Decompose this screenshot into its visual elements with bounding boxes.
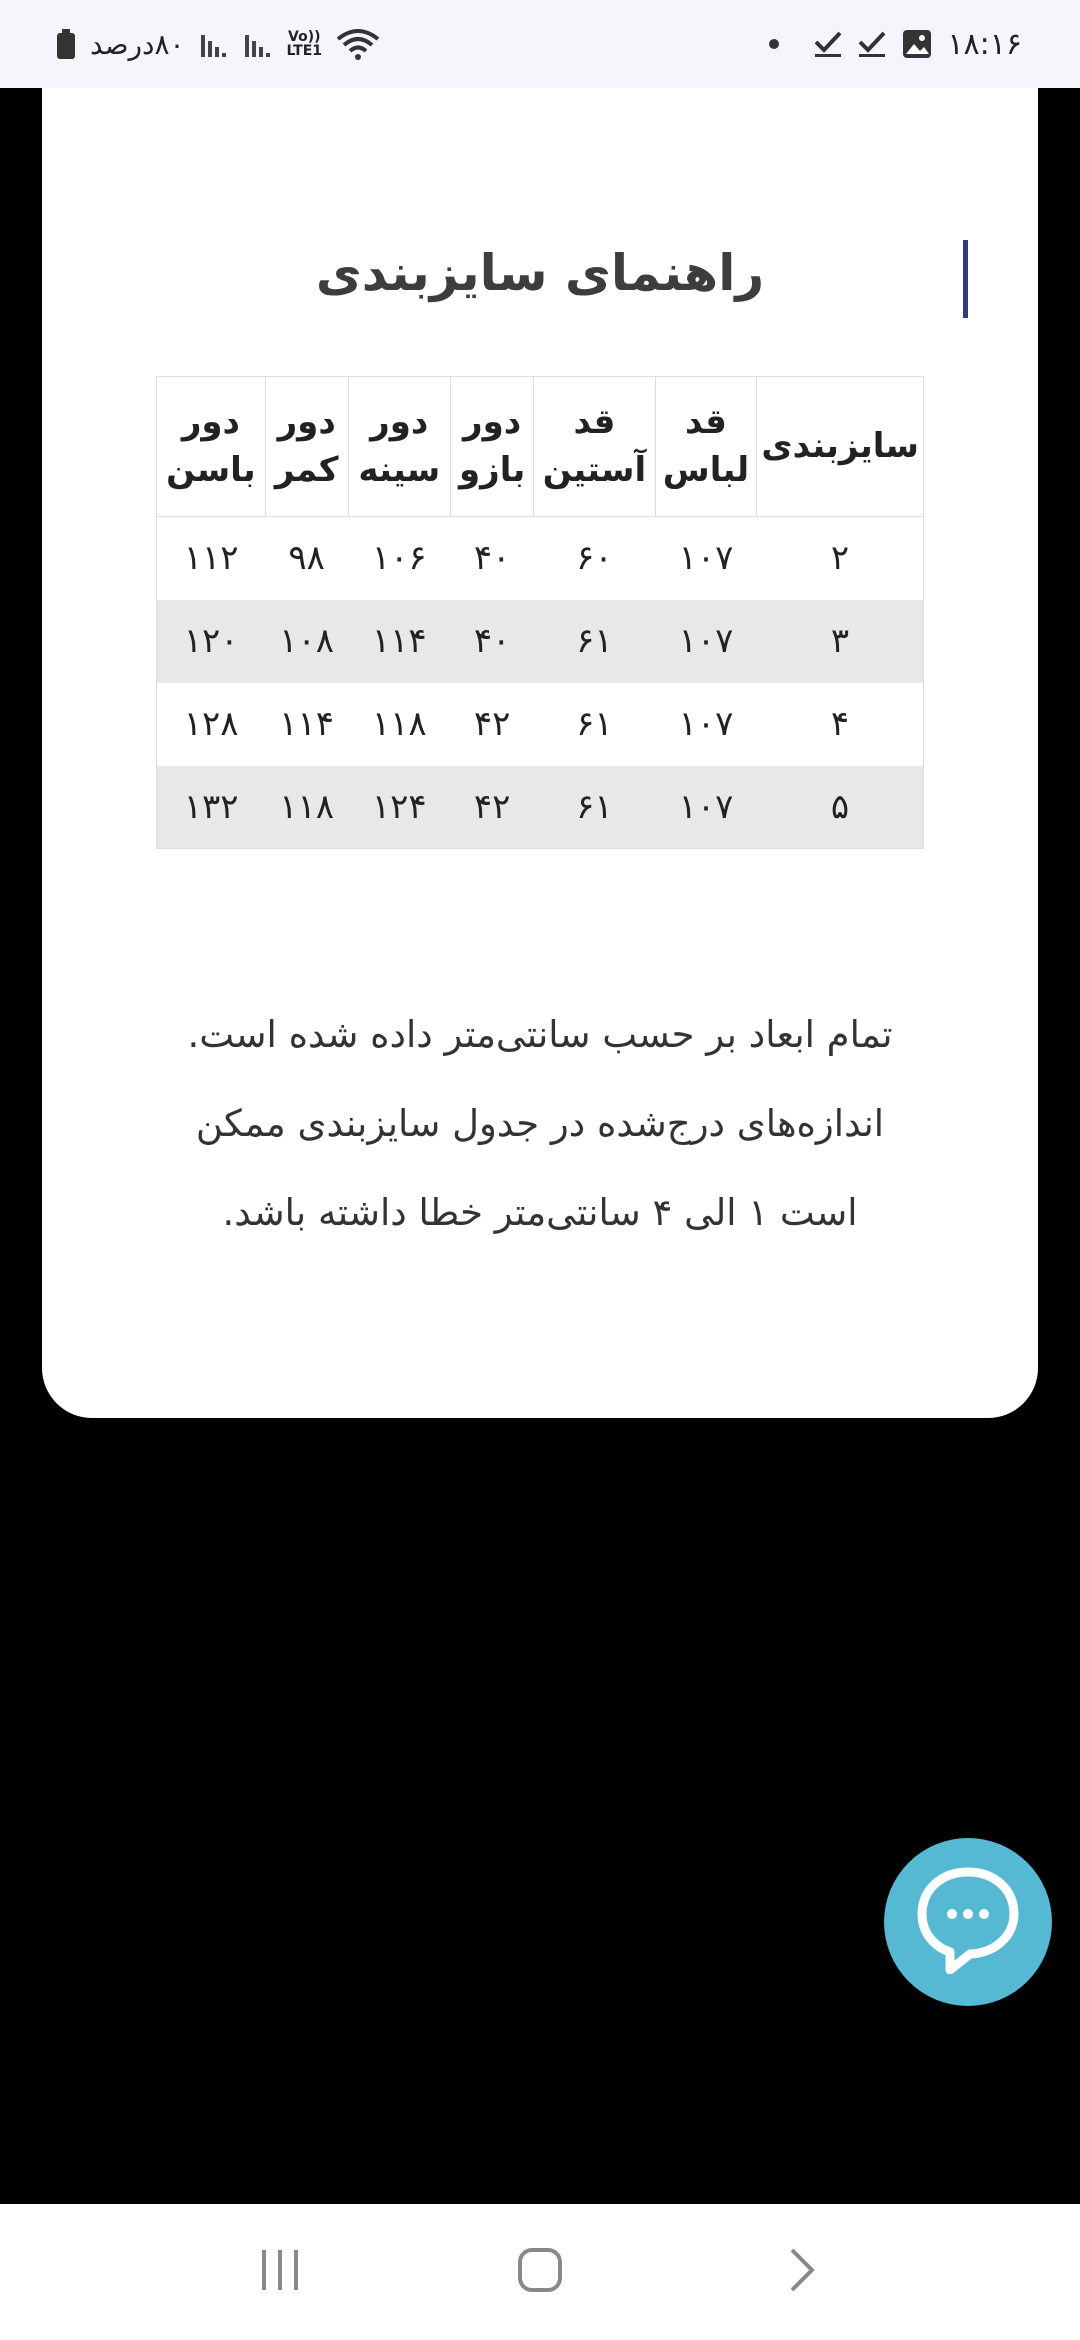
table-row [157, 766, 924, 849]
measurement-note [160, 990, 920, 1257]
table-cell: ۱۲۸ [157, 683, 266, 766]
table-cell: ۶۱ [534, 600, 655, 683]
lte-label: LTE1 [286, 43, 323, 59]
table-cell: ۱۳۲ [157, 766, 266, 849]
table-cell: ۱۰۷ [655, 766, 757, 849]
recents-icon [256, 2246, 304, 2298]
battery-icon [56, 29, 76, 59]
table-cell: ۱۰۷ [655, 600, 757, 683]
table-row [157, 600, 924, 683]
size-table [156, 376, 924, 849]
check-icon [857, 29, 887, 59]
note-line: اندازه‌های درج‌شده در جدول سایزبندی ممکن [195, 1102, 885, 1145]
table-cell: ۶۱ [534, 683, 655, 766]
table-cell: ۱۲۰ [157, 600, 266, 683]
wifi-icon [336, 27, 380, 61]
chat-button[interactable] [884, 1838, 1052, 2006]
signal-icon [243, 29, 273, 59]
table-cell: ۱۱۸ [265, 766, 348, 849]
table-cell: ۴۰ [450, 517, 533, 600]
navigation-bar [0, 2204, 1080, 2340]
table-cell: ۳ [757, 600, 924, 683]
recents-button[interactable] [240, 2232, 320, 2312]
status-bar [0, 0, 1080, 88]
table-cell: ۱۰۷ [655, 517, 757, 600]
table-header-row [157, 377, 924, 517]
header-arm: دور بازو [450, 377, 533, 517]
home-button[interactable] [500, 2232, 580, 2312]
table-cell: ۱۰۷ [655, 683, 757, 766]
volte-icon [287, 30, 322, 58]
note-line: است ۱ الی ۴ سانتی‌متر خطا داشته باشد. [222, 1191, 858, 1234]
volte-label: Vo)) [288, 29, 321, 45]
status-bar-right [769, 27, 1022, 62]
table-cell: ۱۱۸ [348, 683, 450, 766]
page-title: راهنمای سایزبندی [315, 244, 765, 302]
table-cell: ۴۲ [450, 683, 533, 766]
table-cell: ۹۸ [265, 517, 348, 600]
header-hip: دور باسن [157, 377, 266, 517]
dot-icon [769, 39, 779, 49]
table-cell: ۱۱۲ [157, 517, 266, 600]
header-waist: دور کمر [265, 377, 348, 517]
check-icon [813, 29, 843, 59]
chat-bubble-icon [916, 1866, 1020, 1978]
signal-icon [199, 29, 229, 59]
header-size: سایزبندی [757, 377, 924, 517]
table-cell: ۴۰ [450, 600, 533, 683]
header-chest: دور سینه [348, 377, 450, 517]
table-cell: ۱۰۸ [265, 600, 348, 683]
table-cell: ۶۰ [534, 517, 655, 600]
note-line: تمام ابعاد بر حسب سانتی‌متر داده شده است. [187, 1013, 893, 1056]
table-cell: ۴ [757, 683, 924, 766]
table-row [157, 517, 924, 600]
table-row [157, 683, 924, 766]
image-icon [901, 28, 933, 60]
header-dress-length: قد لباس [655, 377, 757, 517]
header-sleeve-length: قد آستین [534, 377, 655, 517]
table-cell: ۱۱۴ [265, 683, 348, 766]
table-cell: ۱۰۶ [348, 517, 450, 600]
back-button[interactable] [760, 2232, 840, 2312]
status-bar-left [56, 27, 380, 61]
table-cell: ۲ [757, 517, 924, 600]
table-cell: ۱۱۴ [348, 600, 450, 683]
home-icon [516, 2246, 564, 2298]
table-cell: ۱۲۴ [348, 766, 450, 849]
table-cell: ۴۲ [450, 766, 533, 849]
clock: ۱۸:۱۶ [947, 26, 1022, 62]
table-cell: ۶۱ [534, 766, 655, 849]
back-icon [776, 2246, 824, 2298]
table-cell: ۵ [757, 766, 924, 849]
battery-percent: ۸۰درصد [90, 27, 185, 61]
